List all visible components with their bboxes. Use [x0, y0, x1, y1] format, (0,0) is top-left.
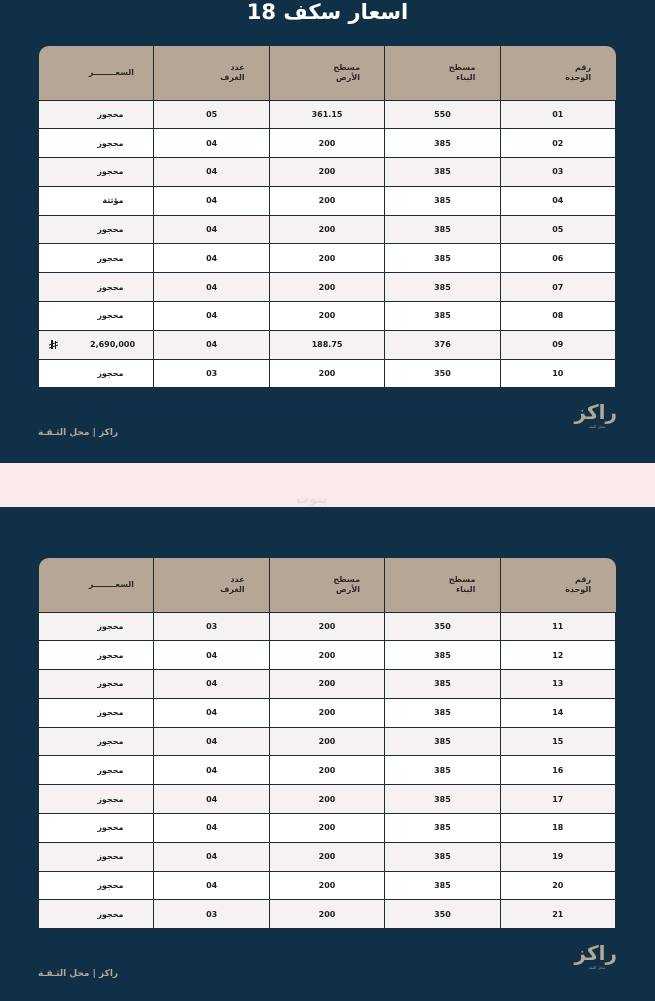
cell-unit-number: 20: [500, 871, 615, 900]
cell-rooms: 04: [154, 302, 269, 331]
cell-rooms: 04: [154, 158, 269, 187]
price-value: 2,690,000: [90, 340, 136, 350]
cell-price: [39, 785, 154, 814]
cell-price: [39, 244, 154, 273]
price-value: محجوز: [97, 650, 124, 660]
cell-built-area: 385: [385, 670, 500, 699]
cell-land-area: 200: [269, 698, 384, 727]
cell-unit-number: 06: [500, 244, 615, 273]
cell-price: [39, 100, 154, 129]
price-table-page-1: [38, 46, 616, 388]
footer-slogan: راكز | محل الثـقـة: [38, 428, 119, 438]
cell-unit-number: 14: [500, 698, 615, 727]
price-value: محجوز: [97, 823, 124, 833]
cell-land-area: 200: [269, 612, 384, 641]
price-sheet-page-1: [0, 0, 655, 463]
header-built-area: مسطح البناء: [385, 46, 500, 100]
table-row: [39, 727, 616, 756]
cell-built-area: 376: [385, 330, 500, 359]
table-header-row: [39, 558, 616, 612]
cell-land-area: 200: [269, 359, 384, 388]
cell-land-area: 200: [269, 186, 384, 215]
cell-unit-number: 09: [500, 330, 615, 359]
price-value: محجوز: [97, 621, 124, 631]
price-value: محجوز: [97, 765, 124, 775]
cell-price: [39, 273, 154, 302]
cell-rooms: 04: [154, 330, 269, 359]
table-row: [39, 670, 616, 699]
brand-tagline: محل الثقة: [588, 965, 606, 970]
cell-rooms: 03: [154, 900, 269, 929]
cell-land-area: 200: [269, 273, 384, 302]
cell-land-area: 200: [269, 900, 384, 929]
cell-land-area: 200: [269, 215, 384, 244]
table-row: [39, 244, 616, 273]
cell-land-area: 200: [269, 641, 384, 670]
cell-land-area: 361.15: [269, 100, 384, 129]
header-unit-number: رقم الوحدة: [500, 558, 615, 612]
cell-unit-number: 18: [500, 814, 615, 843]
price-value: محجوز: [97, 225, 124, 235]
cell-built-area: 385: [385, 727, 500, 756]
cell-built-area: 385: [385, 871, 500, 900]
table-row: [39, 215, 616, 244]
cell-built-area: 385: [385, 158, 500, 187]
cell-land-area: 200: [269, 785, 384, 814]
footer-slogan: راكز | محل الثـقـة: [38, 969, 119, 979]
cell-rooms: 04: [154, 756, 269, 785]
table-row: [39, 756, 616, 785]
table-row: [39, 785, 616, 814]
cell-unit-number: 11: [500, 612, 615, 641]
cell-unit-number: 03: [500, 158, 615, 187]
cell-built-area: 385: [385, 129, 500, 158]
cell-built-area: 385: [385, 244, 500, 273]
table-row: [39, 302, 616, 331]
table-row: [39, 698, 616, 727]
brand-logo: راكز: [574, 941, 617, 965]
cell-unit-number: 17: [500, 785, 615, 814]
cell-built-area: 385: [385, 273, 500, 302]
cell-price: [39, 814, 154, 843]
cell-land-area: 200: [269, 727, 384, 756]
price-sheet-page-2: [0, 507, 655, 1001]
header-unit-number: رقم الوحدة: [500, 46, 615, 100]
price-value: محجوز: [97, 679, 124, 689]
cell-rooms: 04: [154, 273, 269, 302]
price-value: محجوز: [97, 138, 124, 148]
cell-unit-number: 19: [500, 842, 615, 871]
cell-rooms: 05: [154, 100, 269, 129]
cell-built-area: 385: [385, 842, 500, 871]
cell-built-area: 385: [385, 215, 500, 244]
table-row: [39, 100, 616, 129]
brand-logo: راكز: [574, 400, 617, 424]
cell-rooms: 04: [154, 785, 269, 814]
watermark-text: بيوت: [296, 492, 328, 507]
table-row: [39, 273, 616, 302]
cell-unit-number: 21: [500, 900, 615, 929]
cell-rooms: 04: [154, 186, 269, 215]
price-value: محجوز: [97, 167, 124, 177]
cell-price: [39, 612, 154, 641]
header-rooms: عدد الغرف: [154, 46, 269, 100]
table-row: [39, 612, 616, 641]
cell-land-area: 200: [269, 244, 384, 273]
cell-rooms: 03: [154, 359, 269, 388]
cell-built-area: 385: [385, 814, 500, 843]
cell-land-area: 200: [269, 871, 384, 900]
price-table-page-2: [38, 558, 616, 929]
cell-rooms: 04: [154, 698, 269, 727]
cell-unit-number: 16: [500, 756, 615, 785]
price-value: محجوز: [97, 909, 124, 919]
table-row: [39, 330, 616, 359]
header-built-area: مسطح البناء: [385, 558, 500, 612]
cell-price: [39, 756, 154, 785]
cell-price: [39, 215, 154, 244]
cell-built-area: 350: [385, 359, 500, 388]
cell-land-area: 200: [269, 129, 384, 158]
cell-rooms: 04: [154, 129, 269, 158]
price-value: محجوز: [97, 109, 124, 119]
price-value: محجوز: [97, 794, 124, 804]
table-row: [39, 158, 616, 187]
document-title: اسعار سكف 18: [246, 0, 409, 24]
cell-rooms: 04: [154, 842, 269, 871]
cell-built-area: 350: [385, 612, 500, 641]
header-land-area: مسطح الأرض: [269, 558, 384, 612]
cell-built-area: 550: [385, 100, 500, 129]
cell-land-area: 200: [269, 756, 384, 785]
cell-unit-number: 10: [500, 359, 615, 388]
cell-rooms: 04: [154, 670, 269, 699]
table-row: [39, 900, 616, 929]
cell-unit-number: 02: [500, 129, 615, 158]
cell-price: [39, 698, 154, 727]
cell-unit-number: 05: [500, 215, 615, 244]
header-rooms: عدد الغرف: [154, 558, 269, 612]
table-row: [39, 871, 616, 900]
cell-land-area: 200: [269, 814, 384, 843]
cell-price: [39, 158, 154, 187]
cell-price: [39, 641, 154, 670]
table-row: [39, 129, 616, 158]
header-land-area: مسطح الأرض: [269, 46, 384, 100]
cell-rooms: 03: [154, 612, 269, 641]
price-value: محجوز: [97, 852, 124, 862]
header-price: السعــــــــر: [39, 558, 154, 612]
cell-price: [39, 359, 154, 388]
cell-built-area: 385: [385, 698, 500, 727]
table-row: [39, 814, 616, 843]
cell-rooms: 04: [154, 814, 269, 843]
cell-price: [39, 330, 154, 359]
cell-price: [39, 842, 154, 871]
cell-price: [39, 727, 154, 756]
cell-unit-number: 01: [500, 100, 615, 129]
price-value: محجوز: [97, 881, 124, 891]
cell-rooms: 04: [154, 215, 269, 244]
cell-price: [39, 670, 154, 699]
cell-land-area: 188.75: [269, 330, 384, 359]
price-value: محجوز: [97, 253, 124, 263]
cell-price: [39, 129, 154, 158]
brand-tagline: محل الثقة: [588, 424, 606, 429]
cell-rooms: 04: [154, 727, 269, 756]
cell-land-area: 200: [269, 158, 384, 187]
cell-built-area: 385: [385, 756, 500, 785]
brand-logo-block: [574, 941, 617, 971]
cell-unit-number: 13: [500, 670, 615, 699]
table-header-row: [39, 46, 616, 100]
header-price: السعــــــــر: [39, 46, 154, 100]
cell-land-area: 200: [269, 670, 384, 699]
cell-unit-number: 12: [500, 641, 615, 670]
price-value: محجوز: [97, 282, 124, 292]
cell-price: [39, 302, 154, 331]
price-value: محجوز: [97, 311, 124, 321]
cell-built-area: 385: [385, 785, 500, 814]
price-value: محجوز: [97, 737, 124, 747]
cell-price: [39, 871, 154, 900]
price-value: محجوز: [97, 708, 124, 718]
table-row: [39, 359, 616, 388]
cell-price: [39, 900, 154, 929]
cell-built-area: 385: [385, 302, 500, 331]
cell-unit-number: 08: [500, 302, 615, 331]
cell-built-area: 350: [385, 900, 500, 929]
cell-rooms: 04: [154, 641, 269, 670]
cell-rooms: 04: [154, 244, 269, 273]
cell-unit-number: 15: [500, 727, 615, 756]
riyal-currency-icon: [49, 340, 58, 349]
cell-land-area: 200: [269, 302, 384, 331]
price-value: محجوز: [97, 369, 124, 379]
cell-rooms: 04: [154, 871, 269, 900]
cell-built-area: 385: [385, 186, 500, 215]
table-row: [39, 842, 616, 871]
table-row: [39, 641, 616, 670]
cell-unit-number: 04: [500, 186, 615, 215]
price-value: مؤثثة: [102, 196, 124, 206]
cell-land-area: 200: [269, 842, 384, 871]
cell-unit-number: 07: [500, 273, 615, 302]
cell-built-area: 385: [385, 641, 500, 670]
cell-price: [39, 186, 154, 215]
brand-logo-block: [574, 400, 617, 430]
table-row: [39, 186, 616, 215]
